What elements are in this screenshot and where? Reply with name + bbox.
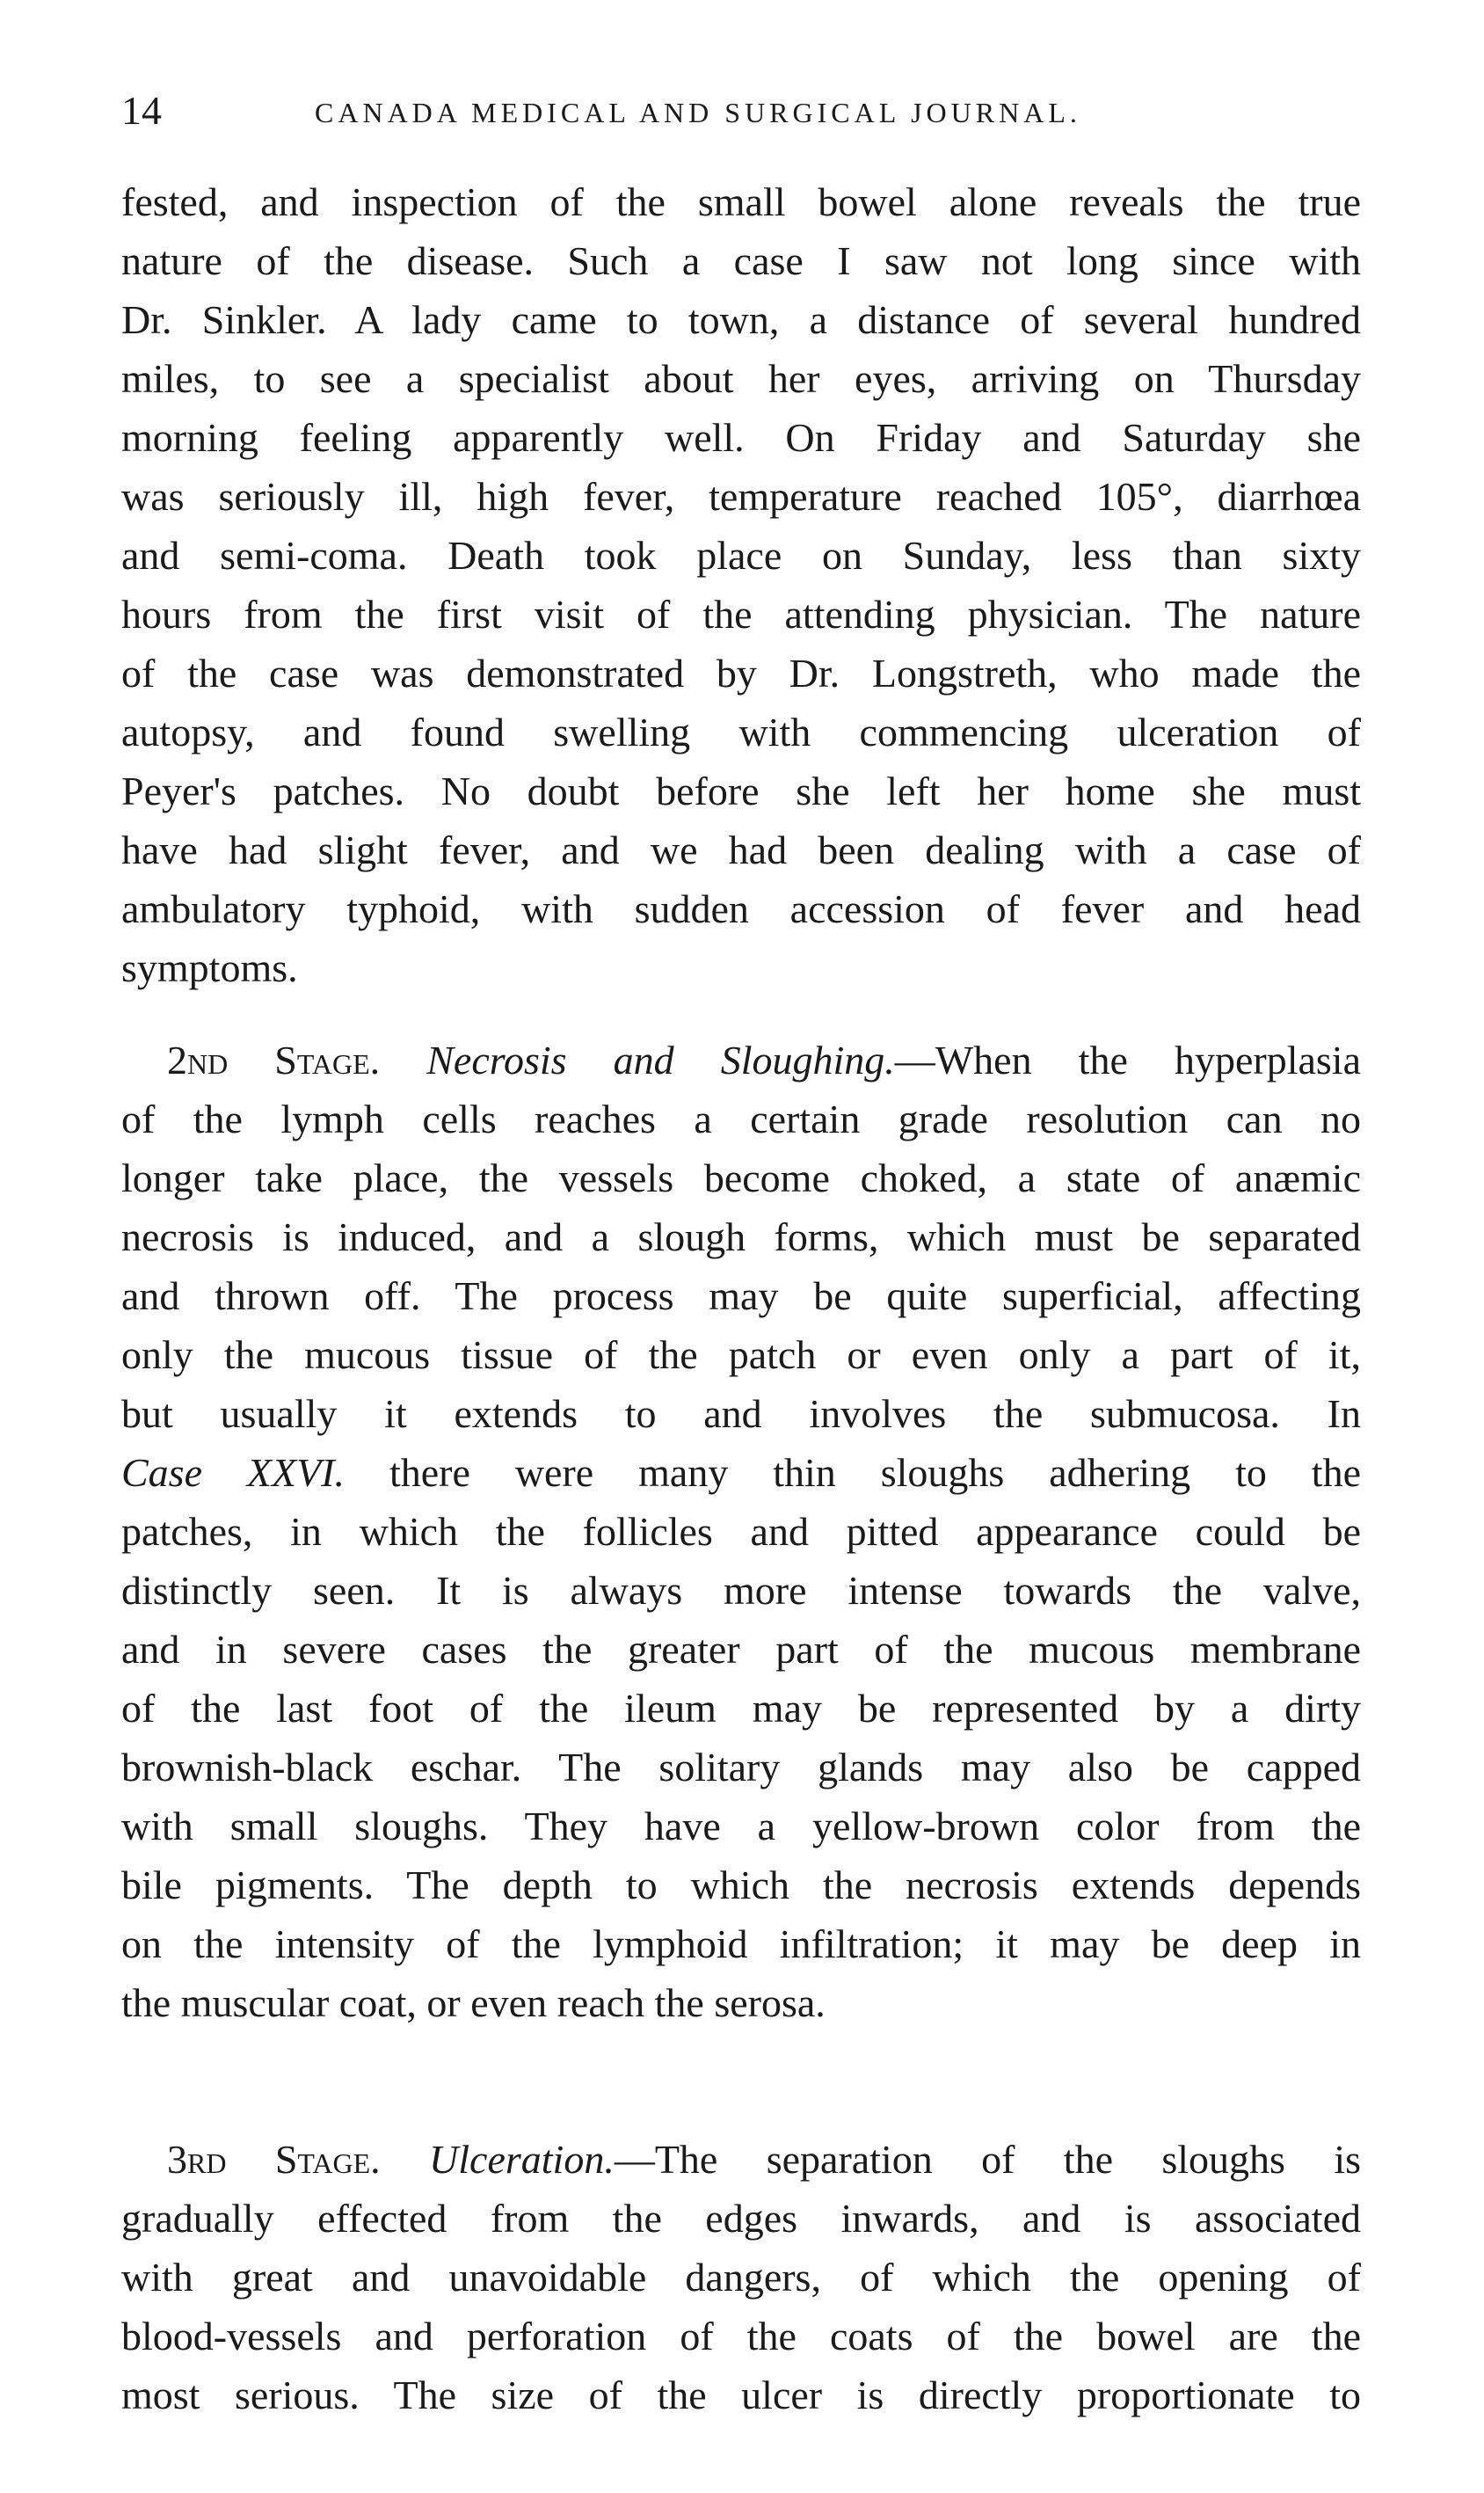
text-line: morning feeling apparently well. On Friday and Saturday she	[121, 415, 1361, 460]
text-line: hours from the first visit of the attending physician. The nature	[121, 592, 1361, 637]
text-line: Peyer's patches. No doubt before she left her home she must	[121, 769, 1361, 813]
text-line: distinctly seen. It is always more intense towards the valve,	[121, 1568, 1361, 1613]
paragraph-case-report	[121, 172, 1361, 997]
text-line: patches, in which the follicles and pitted appearance could be	[121, 1509, 1361, 1554]
stage-heading-line	[121, 1031, 1361, 1090]
text-line: the muscular coat, or even reach the serosa.	[121, 1980, 826, 2025]
text-line: with great and unavoidable dangers, of which the opening of	[121, 2255, 1361, 2300]
text-line: on the intensity of the lymphoid infiltration; it may be deep in	[121, 1921, 1361, 1966]
text-line: and in severe cases the greater part of the mucous membrane	[121, 1627, 1361, 1672]
text-line: brownish-black eschar. The solitary glands may also be capped	[121, 1745, 1361, 1790]
text-line: of the last foot of the ileum may be represented by a dirty	[121, 1686, 1361, 1731]
text-fragment: there were many thin sloughs adhering to the	[345, 1450, 1361, 1495]
case-reference-line	[121, 1443, 1361, 1502]
stage-title: Ulceration.	[429, 2137, 615, 2182]
stage-heading-line	[121, 2130, 1361, 2189]
text-line: miles, to see a specialist about her eyes, arriving on Thursday	[121, 356, 1361, 401]
text-line: blood-vessels and perforation of the coats of the bowel are the	[121, 2314, 1361, 2358]
paragraph-third-stage	[121, 2130, 1361, 2424]
text-line: ambulatory typhoid, with sudden accession of fever and head	[121, 886, 1361, 931]
stage-title: Necrosis and Sloughing.	[426, 1038, 895, 1082]
case-reference: Case XXVI.	[121, 1450, 346, 1495]
text-fragment: —The separation of the sloughs is	[614, 2137, 1361, 2182]
journal-title: CANADA MEDICAL AND SURGICAL JOURNAL.	[315, 97, 1081, 128]
text-line: Dr. Sinkler. A lady came to town, a distance of several hundred	[121, 297, 1361, 342]
text-line: symptoms.	[121, 945, 298, 990]
text-line: longer take place, the vessels become choked, a state of anæmic	[121, 1155, 1361, 1200]
text-line: and semi-coma. Death took place on Sunday, less than sixty	[121, 533, 1361, 578]
text-line: of the case was demonstrated by Dr. Longstreth, who made the	[121, 651, 1361, 696]
text-line: most serious. The size of the ulcer is directly proportionate to	[121, 2373, 1361, 2417]
text-line: and thrown off. The process may be quite superficial, affecting	[121, 1273, 1361, 1318]
text-fragment: —When the hyperplasia	[894, 1038, 1361, 1082]
page-number: 14	[121, 88, 162, 133]
text-line: was seriously ill, high fever, temperature reached 105°, diarrhœa	[121, 474, 1361, 519]
stage-label: 2nd Stage.	[167, 1038, 381, 1082]
paragraph-second-stage	[121, 1031, 1361, 2032]
text-line: fested, and inspection of the small bowel alone reveals the true	[121, 179, 1361, 224]
text-line: of the lymph cells reaches a certain grade resolution can no	[121, 1097, 1361, 1141]
text-line: with small sloughs. They have a yellow-brown color from the	[121, 1804, 1361, 1848]
text-line: only the mucous tissue of the patch or even only a part of it,	[121, 1332, 1361, 1377]
text-line: nature of the disease. Such a case I saw not long since with	[121, 238, 1361, 283]
text-line: bile pigments. The depth to which the necrosis extends depends	[121, 1862, 1361, 1907]
stage-label: 3rd Stage.	[167, 2137, 381, 2182]
text-line: have had slight fever, and we had been dealing with a case of	[121, 827, 1361, 872]
text-line: gradually effected from the edges inwards, and is associated	[121, 2196, 1361, 2241]
text-line: necrosis is induced, and a slough forms, which must be separated	[121, 1214, 1361, 1259]
running-head	[121, 84, 1361, 137]
text-line: but usually it extends to and involves the submucosa. In	[121, 1391, 1361, 1436]
text-line: autopsy, and found swelling with commencing ulceration of	[121, 710, 1361, 754]
